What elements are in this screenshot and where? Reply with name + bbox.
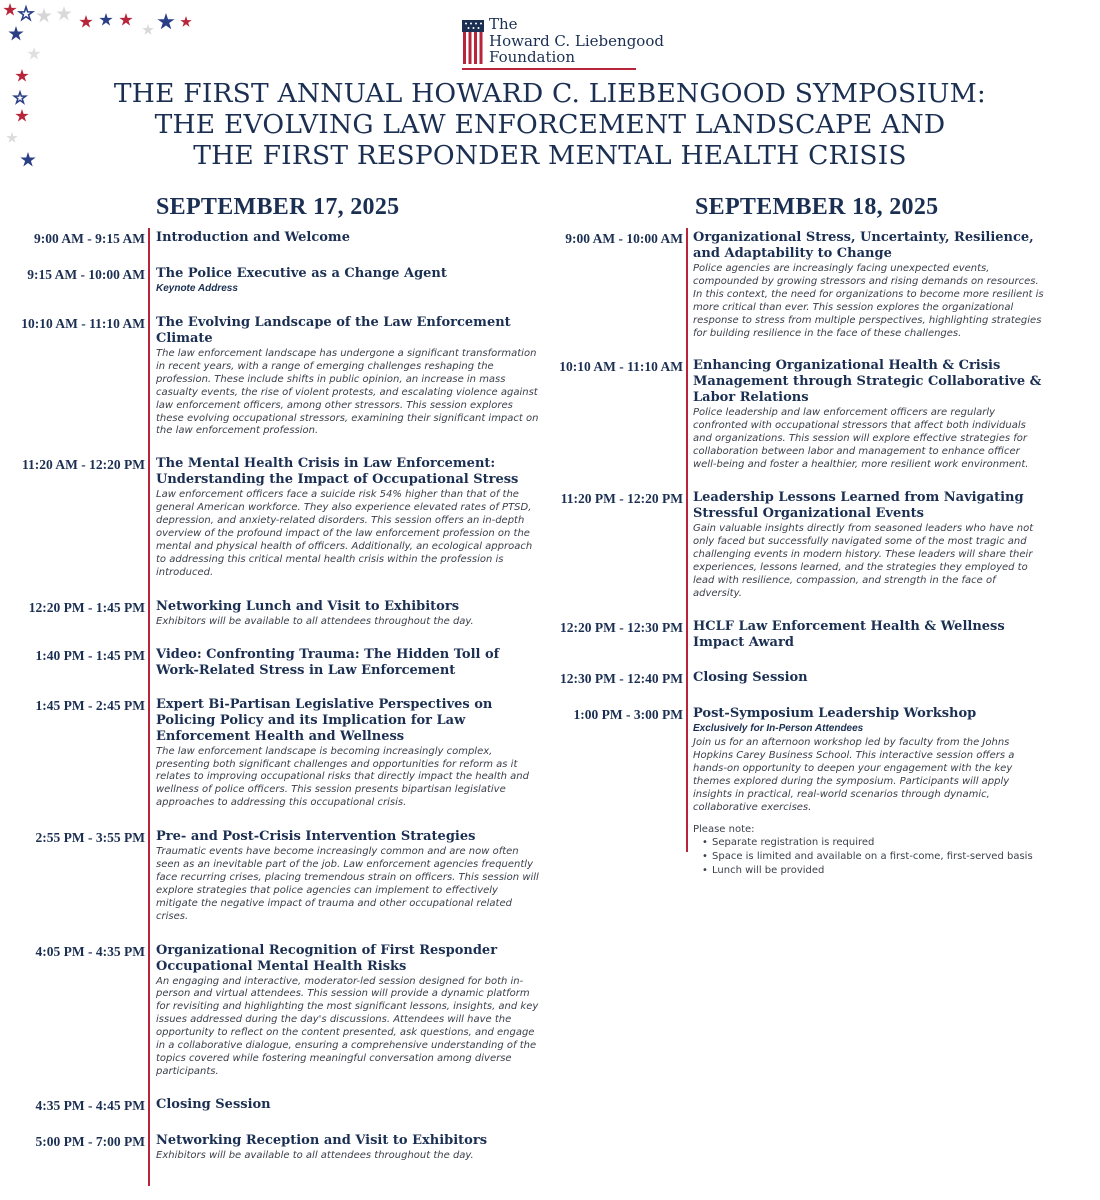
session-time: 1:00 PM - 3:00 PM bbox=[573, 707, 683, 723]
session-description: The law enforcement landscape is becoming increasingly complex, presenting both significant challenges and opportunities for reform as it relates to improving occupational risks that directly impact the health and wellness of police officers. This session presents bipartisan legislative approaches to addressing this occupational crisis. bbox=[156, 745, 529, 809]
agenda-item bbox=[0, 941, 545, 1079]
session-description: The law enforcement landscape has undergone a significant transformation in recent years, with a range of emerging challenges reshaping the profession. These include shifts in public opinion, an increase in mass casualty events, the rise of violent protests, and escalating violence against law enforcement officers, among other stressors. This session explores these evolving occupational stressors, examining their significant impact on the law enforcement profession. bbox=[156, 348, 539, 437]
title-line-2: THE EVOLVING LAW ENFORCEMENT LANDSCAPE AND bbox=[154, 109, 946, 140]
agenda-item bbox=[540, 488, 1085, 600]
session-time: 5:00 PM - 7:00 PM bbox=[35, 1133, 145, 1149]
session-title: HCLF Law Enforcement Health & Wellness Impact Award bbox=[693, 619, 1005, 651]
session-time: 11:20 PM - 12:20 PM bbox=[560, 490, 683, 506]
agenda-item bbox=[0, 1095, 545, 1114]
logo-line-1: The bbox=[489, 15, 518, 33]
session-time: 12:30 PM - 12:40 PM bbox=[560, 671, 683, 687]
session-description: Traumatic events have become increasingly common and are now often seen as an inevitable part of the job. Law enforcement agencies frequently face recurring crises, placing tremendous strain on officers. This session will explore strategies that police agencies can implement to effectively mitigate the negative impact of trauma and other occupational related crises. bbox=[156, 846, 539, 922]
session-title: Enhancing Organizational Health & Crisis Management through Strategic Collaborative & Labor Relations bbox=[693, 358, 1042, 406]
workshop-notes bbox=[693, 836, 1045, 878]
agenda-item bbox=[540, 704, 1085, 877]
agenda-item bbox=[0, 313, 545, 438]
session-description: Exhibitors will be available to all attendees throughout the day. bbox=[156, 1149, 474, 1161]
session-title: Expert Bi-Partisan Legislative Perspectives on Policing Policy and its Implication for Law Enforcement Health and Wellness bbox=[156, 696, 493, 744]
session-title: Introduction and Welcome bbox=[156, 230, 350, 245]
agenda-item bbox=[0, 454, 545, 579]
agenda-item bbox=[540, 356, 1085, 472]
agenda-item bbox=[0, 1131, 545, 1163]
session-time: 12:20 PM - 1:45 PM bbox=[28, 599, 145, 615]
session-title: Closing Session bbox=[693, 670, 808, 686]
agenda-item bbox=[540, 617, 1085, 651]
workshop-note: • Space is limited and available on a first-come, first-served basis bbox=[693, 850, 1045, 864]
session-title: Networking Lunch and Visit to Exhibitors bbox=[156, 598, 460, 614]
day-1-schedule bbox=[0, 228, 545, 1163]
session-description: An engaging and interactive, moderator-led session designed for both in-person and virtual attendees. This session will provide a dynamic platform for revisiting and highlighting the most significant lessons, insights, and key issues addressed during the day's discussions. Attendees will have the opportunity to reflect on the content presented, ask questions, and engage in a collaborative dialogue, ensuring a comprehensive understanding of the topics covered while fostering meaningful conversation among diverse participants. bbox=[156, 975, 539, 1077]
logo-line-2: Howard C. Liebengood bbox=[489, 31, 664, 50]
session-time: 2:55 PM - 3:55 PM bbox=[35, 830, 145, 846]
session-title: Organizational Stress, Uncertainty, Resilience, and Adaptability to Change bbox=[693, 230, 1034, 261]
agenda-item bbox=[0, 695, 545, 811]
logo-line-3: Foundation bbox=[489, 48, 576, 66]
session-title: The Mental Health Crisis in Law Enforcement: Understanding the Impact of Occupational Stress bbox=[156, 456, 519, 488]
agenda-item bbox=[540, 228, 1085, 340]
agenda-item bbox=[0, 827, 545, 923]
title-line-1: THE FIRST ANNUAL HOWARD C. LIEBENGOOD SYMPOSIUM: bbox=[113, 78, 987, 109]
workshop-note: • Separate registration is required bbox=[693, 836, 1045, 850]
session-subtitle: Exclusively for In-Person Attendees bbox=[693, 723, 864, 735]
session-title: Organizational Recognition of First Responder Occupational Mental Health Risks bbox=[156, 942, 498, 974]
session-time: 11:20 AM - 12:20 PM bbox=[22, 457, 145, 473]
session-time: 12:20 PM - 12:30 PM bbox=[560, 620, 683, 636]
agenda-item bbox=[0, 264, 545, 296]
agenda-item bbox=[0, 228, 545, 247]
session-description: Exhibitors will be available to all attendees throughout the day. bbox=[156, 615, 474, 627]
session-title: Networking Reception and Visit to Exhibitors bbox=[156, 1132, 488, 1148]
session-title: The Police Executive as a Change Agent bbox=[156, 266, 447, 281]
session-time: 10:10 AM - 11:10 AM bbox=[21, 316, 145, 331]
session-subtitle: Keynote Address bbox=[156, 283, 238, 294]
session-description: Gain valuable insights directly from seasoned leaders who have not only faced but successfully navigated some of the most tragic and challenging events in modern history. These leaders will share their experiences, lessons learned, and the strategies they employed to lead with resilience, compassion, and strength in the face of adversity. bbox=[693, 522, 1034, 599]
session-time: 9:00 AM - 9:15 AM bbox=[34, 231, 145, 246]
session-title: Post-Symposium Leadership Workshop bbox=[693, 706, 977, 722]
session-time: 9:00 AM - 10:00 AM bbox=[565, 231, 683, 246]
please-note-label: Please note: bbox=[693, 823, 755, 835]
title-line-3: THE FIRST RESPONDER MENTAL HEALTH CRISIS bbox=[193, 140, 907, 171]
session-description: Police leadership and law enforcement officers are regularly confronted with occupational stressors that affect both individuals and organizations. This session will explore effective strategies for collaboration between labor and management to enhance officer well-being and foster a healthier, more resilient work environment. bbox=[693, 407, 1029, 471]
session-title: The Evolving Landscape of the Law Enforcement Climate bbox=[156, 315, 511, 346]
day-2-schedule bbox=[540, 228, 1085, 878]
session-time: 9:15 AM - 10:00 AM bbox=[27, 267, 145, 282]
session-time: 1:45 PM - 2:45 PM bbox=[35, 697, 145, 713]
flag-icon bbox=[462, 20, 484, 64]
session-description: Law enforcement officers face a suicide risk 54% higher than that of the general American workforce. They also experience elevated rates of PTSD, depression, and anxiety-related disorders. This session offers an in-depth overview of the profound impact of the law enforcement profession on the mental and physical health of officers. Additionally, an ecological approach to addressing this critical mental health crisis within the profession is introduced. bbox=[156, 489, 533, 578]
logo-underline bbox=[462, 68, 636, 70]
logo-text bbox=[489, 16, 664, 66]
session-description: Join us for an afternoon workshop led by faculty from the Johns Hopkins Carey Business School. This interactive session offers a hands-on opportunity to deepen your engagement with the key themes explored during the symposium. Participants will apply insights in practical, real-world scenarios through dynamic, collaborative exercises. bbox=[693, 737, 1015, 813]
session-title: Pre- and Post-Crisis Intervention Strategies bbox=[156, 829, 476, 845]
session-title: Video: Confronting Trauma: The Hidden Toll of Work-Related Stress in Law Enforcement bbox=[156, 646, 500, 678]
agenda-item bbox=[0, 645, 545, 679]
session-time: 10:10 AM - 11:10 AM bbox=[559, 359, 683, 375]
session-title: Closing Session bbox=[156, 1096, 271, 1112]
page-title bbox=[30, 78, 1070, 171]
workshop-note: • Lunch will be provided bbox=[693, 864, 1045, 878]
session-description: Police agencies are increasingly facing unexpected events, compounded by growing stressors and rising demands on resources. In this context, the need for organizations to become more resilient is more critical than ever. This session explores the organizational response to stress from multiple perspectives, highlighting strategies for building resilience in the face of these challenges. bbox=[693, 263, 1044, 339]
session-time: 4:05 PM - 4:35 PM bbox=[35, 943, 145, 959]
session-time: 4:35 PM - 4:45 PM bbox=[35, 1097, 145, 1113]
session-time: 1:40 PM - 1:45 PM bbox=[35, 647, 145, 663]
agenda-item bbox=[540, 668, 1085, 687]
session-title: Leadership Lessons Learned from Navigating Stressful Organizational Events bbox=[693, 489, 1024, 521]
agenda-item bbox=[0, 597, 545, 629]
day-2-heading: SEPTEMBER 18, 2025 bbox=[695, 194, 939, 220]
day-1-heading: SEPTEMBER 17, 2025 bbox=[156, 194, 400, 220]
